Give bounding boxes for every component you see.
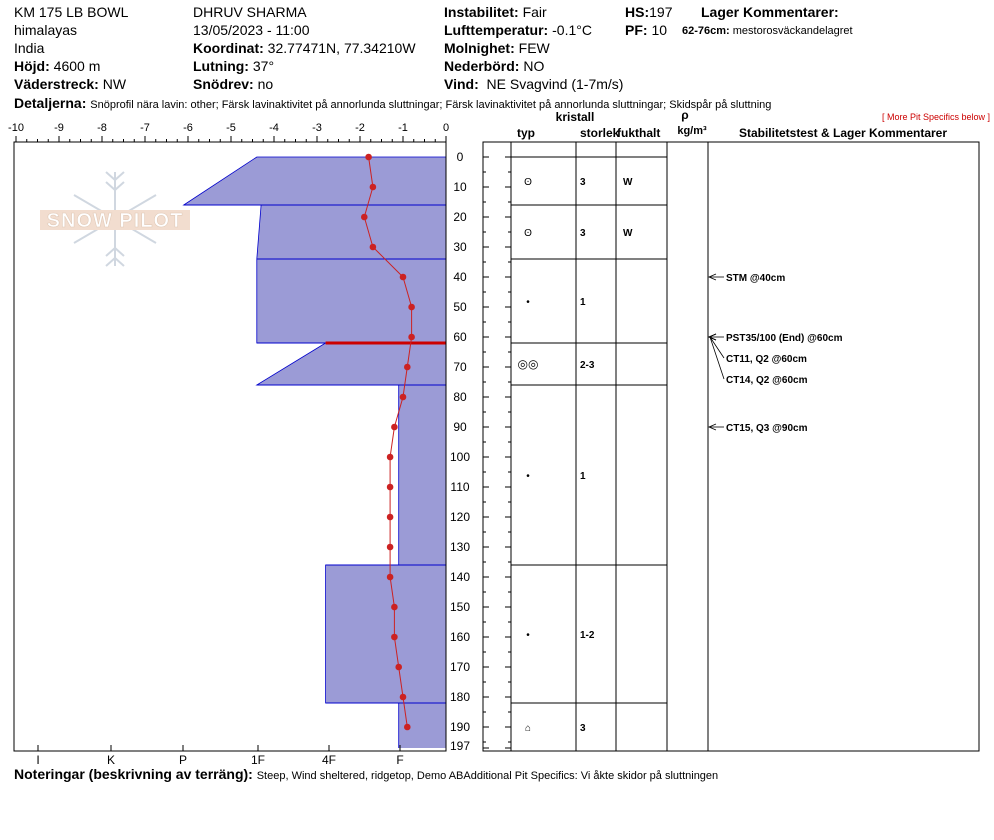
grain-size-value: 1-2: [580, 630, 595, 641]
temp-tick-label: -4: [269, 122, 279, 134]
snowpilot-logo: [40, 172, 190, 266]
grain-type-icon: ◎◎: [517, 357, 539, 371]
temperature-point: [400, 694, 407, 701]
temperature-point: [408, 304, 415, 311]
temp-tick-label: -1: [398, 122, 408, 134]
observer-name: DHRUV SHARMA: [193, 4, 307, 20]
depth-tick-label: 80: [453, 390, 467, 404]
temp-tick-label: -3: [312, 122, 322, 134]
hardness-tick-label: P: [178, 753, 188, 767]
aspect-value: NW: [102, 76, 127, 92]
sky-value: FEW: [518, 40, 550, 56]
depth-tick-label: 20: [453, 210, 467, 224]
depth-tick-label: 120: [449, 510, 471, 524]
temp-tick-label: -9: [54, 122, 64, 134]
rho-header: ρ: [681, 108, 689, 122]
temperature-point: [387, 544, 394, 551]
more-pit-specifics-link: [ More Pit Specifics below ]: [881, 112, 990, 122]
grain-size-value: 3: [580, 177, 586, 188]
stability-test-label: STM @40cm: [726, 273, 786, 284]
slope-label: Lutning:: [193, 58, 249, 74]
wind-label: Vind:: [444, 76, 479, 92]
hardness-tick-label: I: [36, 753, 40, 767]
elevation-value: 4600 m: [53, 58, 101, 74]
hs-label: HS:: [625, 4, 650, 20]
temperature-point: [387, 454, 394, 461]
temp-tick-label: -7: [140, 122, 150, 134]
coordinate-label: Koordinat:: [193, 40, 264, 56]
depth-tick-label: 70: [453, 360, 467, 374]
moisture-value: W: [623, 177, 633, 188]
coordinate-value: 32.77471N, 77.34210W: [267, 40, 416, 56]
temperature-point: [404, 364, 411, 371]
grain-size-value: 1: [580, 471, 586, 482]
depth-tick-label: 0: [456, 150, 464, 164]
depth-tick-label: 197: [449, 739, 471, 753]
location-name: KM 175 LB BOWL: [14, 4, 129, 20]
mountain-range: himalayas: [14, 22, 78, 38]
depth-tick-label: 90: [453, 420, 467, 434]
airtemp-value: -0.1°C: [552, 22, 592, 38]
temperature-point: [387, 484, 394, 491]
depth-tick-label: 100: [449, 450, 471, 464]
stability-test-label: CT15, Q3 @90cm: [726, 423, 808, 434]
temperature-point: [408, 334, 415, 341]
temperature-point: [370, 184, 377, 191]
table-frame: [483, 142, 979, 751]
temperature-point: [404, 724, 411, 731]
pf-label: PF:: [625, 22, 648, 38]
hardness-tick-label: F: [396, 753, 404, 767]
temperature-point: [391, 424, 398, 431]
hardness-tick-label: 4F: [321, 753, 337, 767]
depth-tick-label: 50: [453, 300, 467, 314]
size-header: storlek: [580, 126, 620, 140]
depth-tick-label: 160: [449, 630, 471, 644]
temp-tick-label: -2: [355, 122, 365, 134]
depth-tick-label: 190: [449, 720, 471, 734]
depth-tick-label: 10: [453, 180, 467, 194]
precip-label: Nederbörd:: [444, 58, 520, 74]
wind-value: NE Svagvind (1-7m/s): [486, 76, 624, 92]
type-header: typ: [517, 126, 535, 140]
observation-datetime: 13/05/2023 - 11:00: [193, 22, 310, 38]
hardness-profile-area: [184, 157, 446, 748]
layer-comment-text: mestorosväckandelagret: [732, 25, 853, 37]
moisture-value: W: [623, 228, 633, 239]
stability-label: Instabilitet:: [444, 4, 519, 20]
stability-test-leader: [710, 337, 724, 379]
depth-tick-label: 130: [449, 540, 471, 554]
grain-size-value: 3: [580, 228, 586, 239]
depth-tick-label: 180: [449, 690, 471, 704]
elevation-label: Höjd:: [14, 58, 50, 74]
logo-text: SNOW PILOT: [46, 210, 184, 232]
grain-size-value: 1: [580, 297, 586, 308]
temperature-point: [400, 274, 407, 281]
density-unit-header: kg/m³: [677, 125, 707, 137]
temp-tick-label: -5: [226, 122, 236, 134]
depth-tick-label: 150: [449, 600, 471, 614]
depth-tick-label: 140: [449, 570, 471, 584]
temperature-point: [365, 154, 372, 161]
temperature-point: [400, 394, 407, 401]
hs-value: 197: [649, 4, 673, 20]
sky-label: Molnighet:: [444, 40, 515, 56]
layer-comments-heading: Lager Kommentarer:: [701, 4, 839, 20]
notes-value: Steep, Wind sheltered, ridgetop, Demo ABAdditional Pit Specifics: Vi åkte skidor på sluttningen: [256, 770, 719, 782]
crystal-header: kristall: [555, 110, 595, 124]
temperature-point: [370, 244, 377, 251]
details-label: Detaljerna:: [14, 95, 87, 111]
moisture-header: fukthalt: [617, 126, 661, 140]
drift-value: no: [257, 76, 274, 92]
airtemp-label: Lufttemperatur:: [444, 22, 549, 38]
depth-tick-label: 170: [449, 660, 471, 674]
temp-tick-label: -10: [8, 122, 24, 134]
depth-tick-label: 30: [453, 240, 467, 254]
grain-type-icon: ʘ: [524, 177, 532, 188]
stability-value: Fair: [522, 4, 547, 20]
temperature-point: [391, 634, 398, 641]
hardness-tick-label: 1F: [250, 753, 266, 767]
grain-type-icon: ʘ: [524, 228, 532, 239]
grain-size-value: 2-3: [580, 360, 595, 371]
details-value: Snöprofil nära lavin: other; Färsk lavinaktivitet på annorlunda sluttningar; Färsk lavinaktivitet på annorlunda sluttningar; Skidspår på sluttning: [90, 99, 772, 111]
stability-comments-header: Stabilitetstest & Lager Kommentarer: [738, 126, 948, 140]
notes-label: Noteringar (beskrivning av terräng):: [14, 766, 253, 782]
temperature-point: [361, 214, 368, 221]
grain-type-icon: ⌂: [524, 723, 532, 734]
stability-test-label: PST35/100 (End) @60cm: [726, 333, 843, 344]
temperature-point: [391, 604, 398, 611]
temp-tick-label: -6: [183, 122, 193, 134]
hardness-tick-label: K: [106, 753, 116, 767]
temperature-point: [395, 664, 402, 671]
temp-tick-label: -8: [97, 122, 107, 134]
layer-comment-range: 62-76cm:: [682, 25, 730, 37]
precip-value: NO: [523, 58, 545, 74]
stability-test-label: CT14, Q2 @60cm: [726, 375, 808, 386]
stability-test-label: CT11, Q2 @60cm: [726, 354, 807, 365]
temperature-point: [387, 514, 394, 521]
slope-value: 37°: [252, 58, 275, 74]
stability-test-leader: [710, 337, 724, 358]
grain-type-icon: •: [526, 630, 530, 641]
depth-tick-label: 40: [453, 270, 467, 284]
grain-type-icon: •: [526, 471, 530, 482]
temp-tick-label: 0: [442, 122, 450, 134]
depth-tick-label: 110: [450, 480, 470, 494]
temperature-point: [387, 574, 394, 581]
drift-label: Snödrev:: [193, 76, 254, 92]
aspect-label: Väderstreck:: [14, 76, 99, 92]
pf-value: 10: [651, 22, 668, 38]
country: India: [14, 40, 45, 56]
depth-tick-label: 60: [453, 330, 467, 344]
grain-type-icon: •: [526, 297, 530, 308]
grain-size-value: 3: [580, 723, 586, 734]
